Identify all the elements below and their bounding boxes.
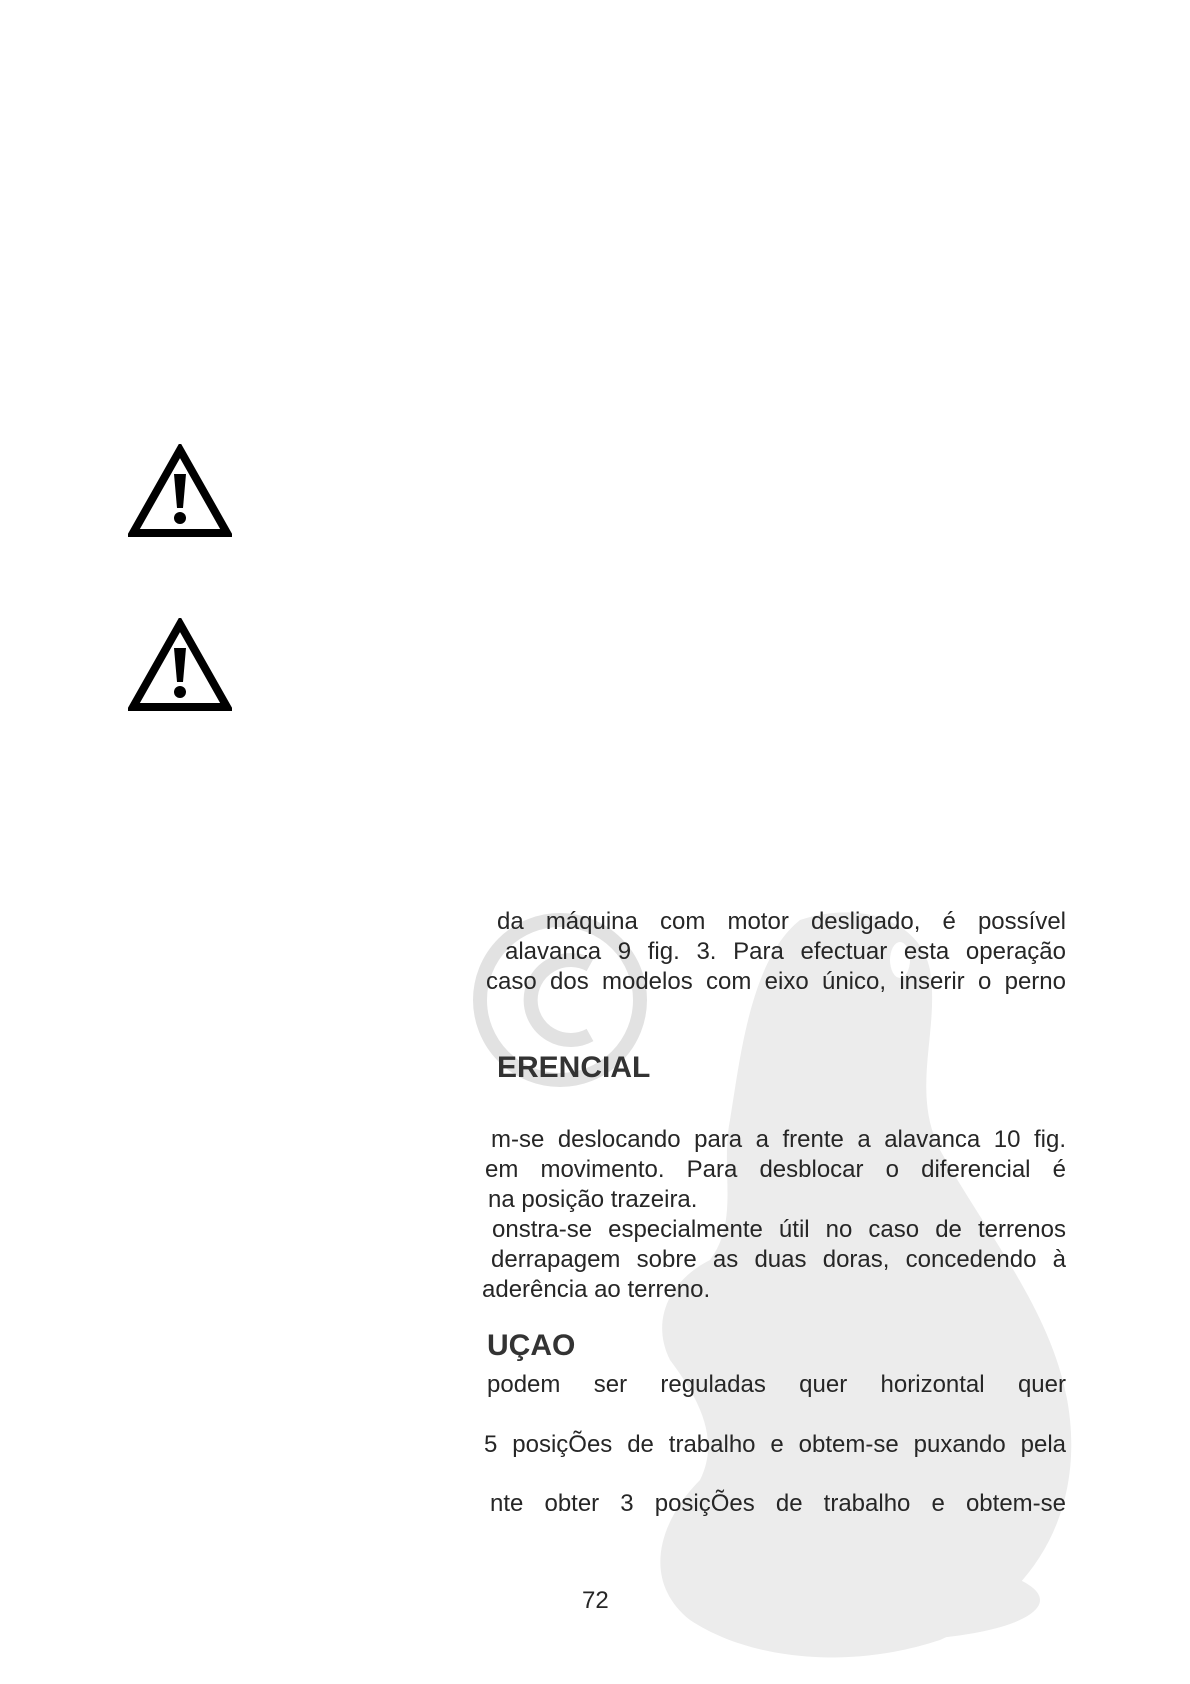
paragraph-line: nte obter 3 posiçÕes de trabalho e obtem-se [490,1490,1066,1517]
page-number: 72 [582,1587,609,1614]
paragraph-line: 5 posiçÕes de trabalho e obtem-se puxando pela [484,1431,1066,1458]
warning-triangle-icon [128,618,232,714]
paragraph-line: podem ser reguladas quer horizontal quer [487,1371,1066,1398]
paragraph-line: aderência ao terreno. [482,1276,711,1303]
paragraph-line: na posição trazeira. [488,1186,698,1213]
paragraph-line: em movimento. Para desblocar o diferencial é [485,1156,1066,1183]
paragraph-line: m-se deslocando para a frente a alavanca 10 fig. [491,1126,1066,1153]
paragraph-line: derrapagem sobre as duas doras, concedendo à [491,1246,1066,1273]
paragraph-line: alavanca 9 fig. 3. Para efectuar esta operação [505,938,1066,965]
paragraph-line: caso dos modelos com eixo único, inserir o perno [486,968,1066,995]
section-heading: ERENCIAL [497,1051,651,1084]
warning-triangle-icon [128,444,232,540]
paragraph-line: da máquina com motor desligado, é possível [497,908,1066,935]
paragraph-line: onstra-se especialmente útil no caso de terrenos [492,1216,1066,1243]
section-heading: UÇAO [487,1329,576,1362]
